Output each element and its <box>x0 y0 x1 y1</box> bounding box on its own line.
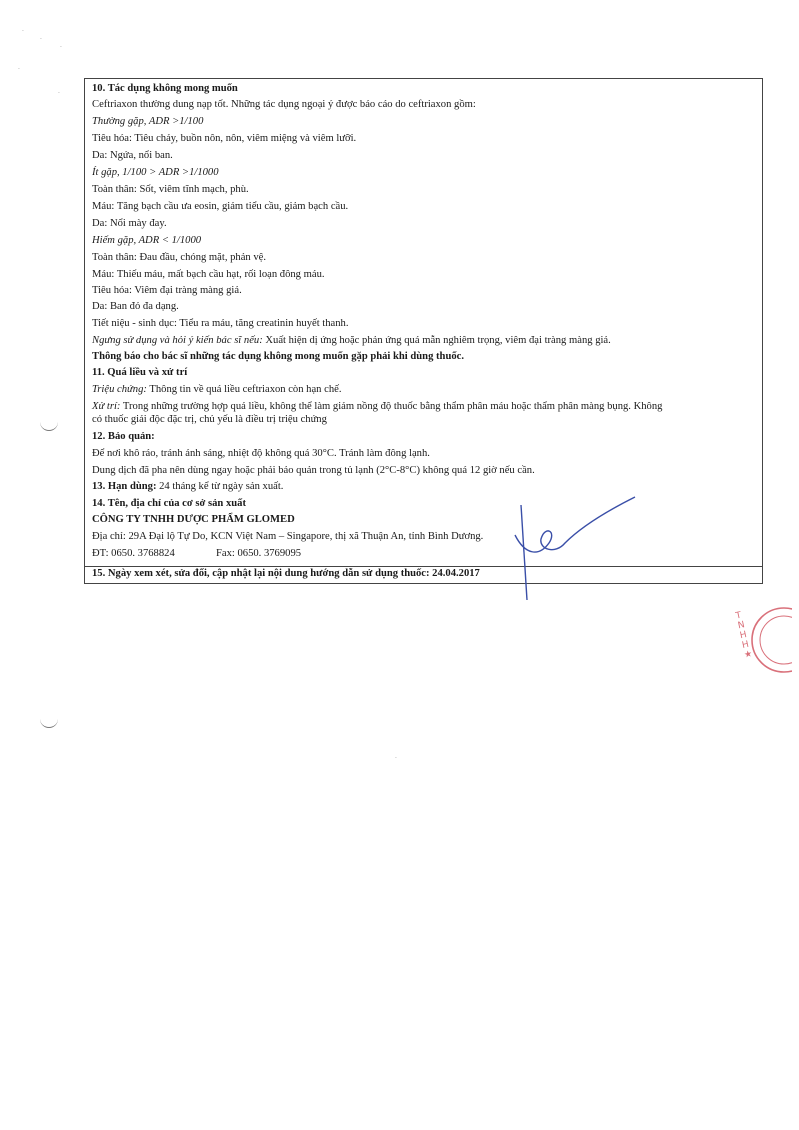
scan-speck: · <box>60 44 62 51</box>
treatment-text: Trong những trường hợp quá liều, không thể làm giảm nồng độ thuốc bằng thẩm phân máu hoặc thẩm phân màng bụng. Không <box>120 401 663 412</box>
common-heading: Thường gặp, ADR >1/100 <box>92 116 204 127</box>
rare-item: Da: Ban đỏ đa dạng. <box>92 301 179 312</box>
scan-speck: · <box>40 36 42 43</box>
company-phone: ĐT: 0650. 3768824 <box>92 548 175 559</box>
section-13-text: 24 tháng kể từ ngày sản xuất. <box>156 481 284 492</box>
uncommon-item: Da: Nổi mày đay. <box>92 218 167 229</box>
common-item: Da: Ngứa, nổi ban. <box>92 150 173 161</box>
section-10-title: 10. Tác dụng không mong muốn <box>92 83 238 94</box>
scan-speck: · <box>22 28 24 35</box>
punch-hole-mark <box>40 717 58 728</box>
punch-hole-mark <box>40 420 58 431</box>
symptom-line <box>92 383 341 397</box>
section-15-revision: 15. Ngày xem xét, sửa đổi, cập nhật lại nội dung hướng dẫn sử dụng thuốc: 24.04.2017 <box>92 568 480 579</box>
symptom-text: Thông tin về quá liều ceftriaxon còn hạn chế. <box>146 384 342 395</box>
treatment-line <box>92 400 662 414</box>
scan-speck: · <box>18 66 20 73</box>
company-fax: Fax: 0650. 3769095 <box>216 548 302 559</box>
section-13-label: 13. Hạn dùng: <box>92 481 157 492</box>
section-13-line <box>92 480 283 494</box>
section-10-intro: Ceftriaxon thường dung nạp tốt. Những tác dụng ngoại ý được báo cáo do ceftriaxon gồm: <box>92 99 476 110</box>
stamp-ring <box>722 600 792 680</box>
storage-item: Dung dịch đã pha nên dùng ngay hoặc phải bảo quản trong tủ lạnh (2°C-8°C) không quá 12 giờ nếu cần. <box>92 465 535 476</box>
stop-use-text: Xuất hiện dị ứng hoặc phản ứng quá mẫn nghiêm trọng, viêm đại tràng màng giả. <box>262 335 611 346</box>
treatment-line-2: có thuốc giải độc đặc trị, chủ yếu là điều trị triệu chứng <box>92 414 327 425</box>
stamp-text: TNHH★ <box>734 610 754 661</box>
section-12-title: 12. Bảo quản: <box>92 431 155 442</box>
rare-item: Toàn thân: Đau đầu, chóng mặt, phản vệ. <box>92 252 267 263</box>
scan-speck: · <box>395 755 397 762</box>
section-14-title: 14. Tên, địa chỉ của cơ sở sản xuất <box>92 498 246 509</box>
stop-use-label: Ngưng sử dụng và hỏi ý kiến bác sĩ nếu: <box>92 335 263 346</box>
signature-scribble <box>505 495 645 605</box>
company-stamp <box>722 600 792 680</box>
symptom-label: Triệu chứng: <box>92 384 147 395</box>
uncommon-item: Máu: Tăng bạch cầu ưa eosin, giảm tiểu cầu, giảm bạch cầu. <box>92 201 349 212</box>
scan-speck: · <box>58 90 60 97</box>
company-name: CÔNG TY TNHH DƯỢC PHẨM GLOMED <box>92 514 295 525</box>
treatment-label: Xử trí: <box>92 401 121 412</box>
notify-doctor: Thông báo cho bác sĩ những tác dụng không mong muốn gặp phải khi dùng thuốc. <box>92 351 464 362</box>
section-11-title: 11. Quá liều và xử trí <box>92 367 188 378</box>
common-item: Tiêu hóa: Tiêu chảy, buồn nôn, nôn, viêm miệng và viêm lưỡi. <box>92 133 357 144</box>
rare-heading: Hiếm gặp, ADR < 1/1000 <box>92 235 202 246</box>
company-address: Địa chỉ: 29A Đại lộ Tự Do, KCN Việt Nam – Singapore, thị xã Thuận An, tỉnh Bình Dương. <box>92 531 484 542</box>
uncommon-heading: Ít gặp, 1/100 > ADR >1/1000 <box>92 167 219 178</box>
storage-item: Để nơi khô ráo, tránh ánh sáng, nhiệt độ không quá 30°C. Tránh làm đông lạnh. <box>92 448 430 459</box>
stop-use-line <box>92 334 611 348</box>
rare-item: Tiết niệu - sinh dục: Tiểu ra máu, tăng creatinin huyết thanh. <box>92 318 349 329</box>
uncommon-item: Toàn thân: Sốt, viêm tĩnh mạch, phù. <box>92 184 249 195</box>
rare-item: Tiêu hóa: Viêm đại tràng màng giả. <box>92 285 242 296</box>
rare-item: Máu: Thiếu máu, mất bạch cầu hạt, rối loạn đông máu. <box>92 269 325 280</box>
